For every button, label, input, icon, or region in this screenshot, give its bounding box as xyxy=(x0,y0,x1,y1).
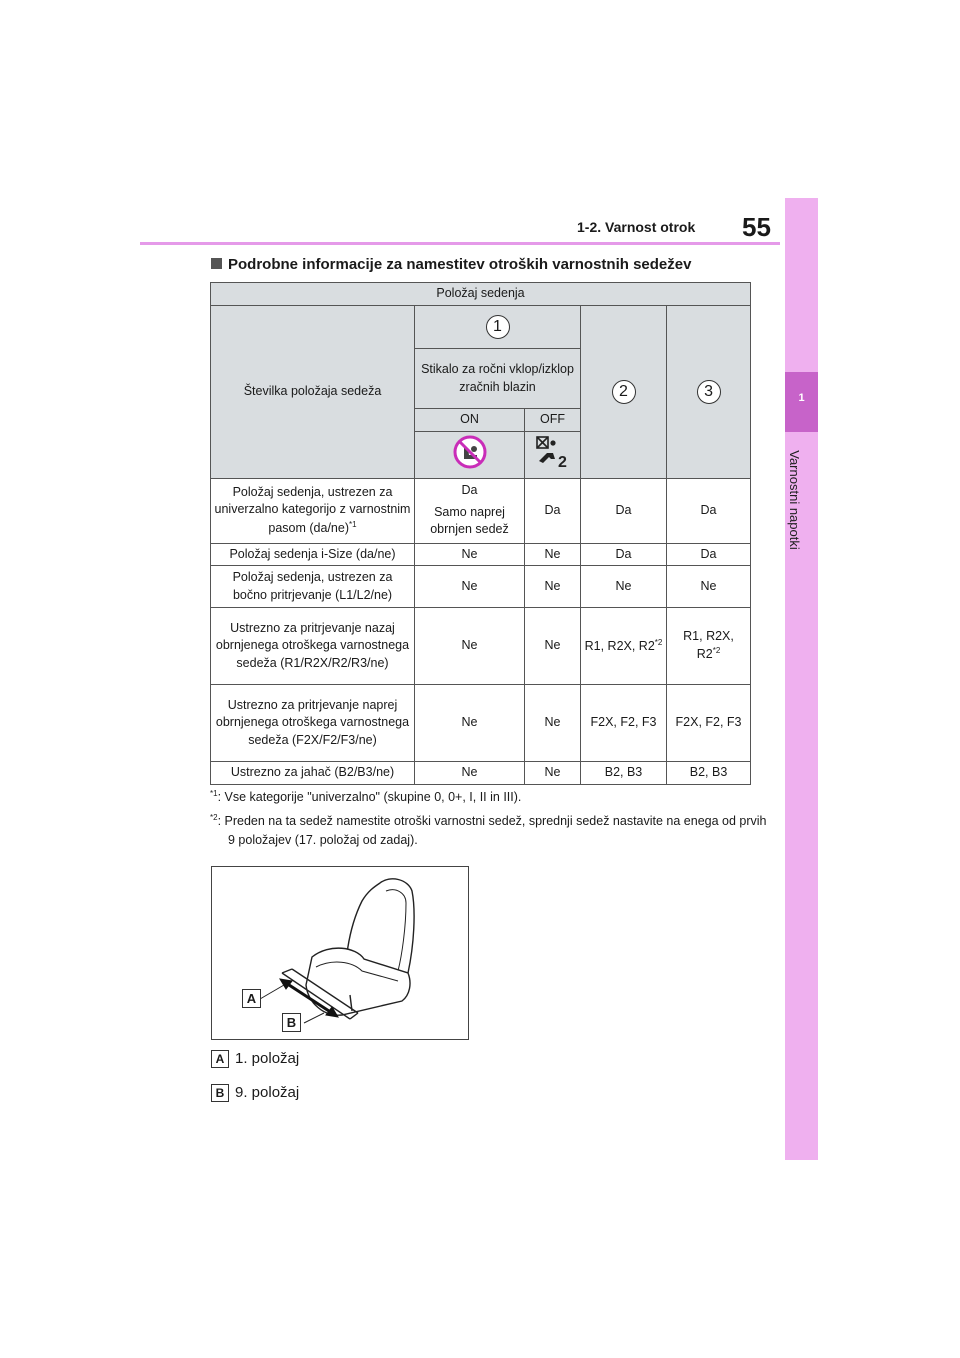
row-5-off: Ne xyxy=(525,685,581,762)
footnotes xyxy=(210,788,770,854)
seat-figure xyxy=(211,866,469,1040)
airbag-on-icon-cell xyxy=(525,431,581,478)
row-4-p3-footnote-mark: *2 xyxy=(712,646,721,656)
position-1-badge: 1 xyxy=(486,315,510,339)
airbag-off-icon xyxy=(453,435,487,469)
row-4-on: Ne xyxy=(415,608,525,685)
footnote-1-text: : Vse kategorije "univerzalno" (skupine 0, 0+, I, II in III). xyxy=(217,790,522,805)
row-6-label: Ustrezno za jahač (B2/B3/ne) xyxy=(211,762,415,785)
row-4-label: Ustrezno za pritrjevanje nazaj obrnjenega otroškega varnostnega sedeža (R1/R2X/R2/R3/ne) xyxy=(211,608,415,685)
page-number: 55 xyxy=(742,212,771,242)
row-1-on xyxy=(415,478,525,543)
row-4-off: Ne xyxy=(525,608,581,685)
row-4-p3 xyxy=(667,608,751,685)
seat-illustration xyxy=(212,867,468,1039)
subheading-text: Podrobne informacije za namestitev otroških varnostnih sedežev xyxy=(228,256,692,273)
install-table xyxy=(210,282,751,785)
row-3-off: Ne xyxy=(525,566,581,608)
row-6-p2: B2, B3 xyxy=(581,762,667,785)
switch-label: Stikalo za ročni vklop/izklop zračnih blazin xyxy=(415,349,581,409)
legend-key-b: B xyxy=(211,1084,229,1102)
on-label: ON xyxy=(415,409,525,432)
row-4-p3-value: R1, R2X, R2 xyxy=(683,628,734,662)
row-6-on: Ne xyxy=(415,762,525,785)
row-3-label: Položaj sedenja, ustrezen za bočno pritrjevanje (L1/L2/ne) xyxy=(211,566,415,608)
row-2-label: Položaj sedenja i-Size (da/ne) xyxy=(211,543,415,566)
position-3-cell xyxy=(667,306,751,479)
row-1-on-note: Samo naprej obrnjen sedež xyxy=(430,504,509,537)
subheading xyxy=(211,256,691,273)
row-2-p3: Da xyxy=(667,543,751,566)
svg-text:2: 2 xyxy=(557,453,567,469)
row-1-p3: Da xyxy=(667,478,751,543)
row-4-p2-footnote-mark: *2 xyxy=(654,637,663,647)
footnote-2 xyxy=(210,812,770,851)
row-5-label: Ustrezno za pritrjevanje naprej obrnjenega otroškega varnostnega sedeža (F2X/F2/F3/ne) xyxy=(211,685,415,762)
side-tab xyxy=(785,198,818,1160)
square-bullet-icon xyxy=(211,258,222,269)
legend-text-a: 1. položaj xyxy=(235,1050,300,1067)
footnote-2-mark: *2 xyxy=(210,812,218,822)
row-1-footnote-mark: *1 xyxy=(349,519,357,529)
row-3-p3: Ne xyxy=(667,566,751,608)
off-label: OFF xyxy=(525,409,581,432)
airbag-off-icon-cell xyxy=(415,431,525,478)
row-header-label: Številka položaja sedeža xyxy=(211,306,415,479)
side-tab-number: 1 xyxy=(798,392,805,404)
row-5-p3: F2X, F2, F3 xyxy=(667,685,751,762)
row-1-on-value: Da xyxy=(461,483,478,498)
row-2-p2: Da xyxy=(581,543,667,566)
figure-label-a: A xyxy=(242,989,261,1008)
row-6-p3: B2, B3 xyxy=(667,762,751,785)
figure-label-b: B xyxy=(282,1013,301,1032)
header-rule xyxy=(140,242,780,245)
position-3-badge: 3 xyxy=(697,380,721,404)
airbag-on-icon xyxy=(534,435,572,469)
row-1-p2: Da xyxy=(581,478,667,543)
legend-text-b: 9. položaj xyxy=(235,1084,300,1101)
legend-item-b xyxy=(211,1084,299,1102)
footnote-2-text: : Preden na ta sedež namestite otroški varnostni sedež, sprednji sedež nastavite na enega od prvih 9 položajev (17. položaj od zadaj). xyxy=(217,813,767,848)
section-title: 1-2. Varnost otrok xyxy=(577,219,696,235)
row-5-on: Ne xyxy=(415,685,525,762)
row-5-p2: F2X, F2, F3 xyxy=(581,685,667,762)
position-2-badge: 2 xyxy=(612,380,636,404)
row-6-off: Ne xyxy=(525,762,581,785)
footnote-1 xyxy=(210,788,770,808)
row-3-on: Ne xyxy=(415,566,525,608)
row-2-on: Ne xyxy=(415,543,525,566)
row-4-p2 xyxy=(581,608,667,685)
side-tab-label: Varnostni napotki xyxy=(787,450,802,550)
legend-key-a: A xyxy=(211,1050,229,1068)
row-3-p2: Ne xyxy=(581,566,667,608)
row-1-label-text: Položaj sedenja, ustrezen za univerzalno kategorijo z varnostnim pasom (da/ne) xyxy=(214,484,411,535)
row-4-p2-value: R1, R2X, R2 xyxy=(584,638,655,653)
table-title: Položaj sedenja xyxy=(211,283,751,306)
row-1-off: Da xyxy=(525,478,581,543)
row-1-label xyxy=(211,478,415,543)
position-1-cell xyxy=(415,306,581,349)
row-2-off: Ne xyxy=(525,543,581,566)
position-2-cell xyxy=(581,306,667,479)
legend-item-a xyxy=(211,1050,299,1068)
footnote-1-mark: *1 xyxy=(210,789,218,798)
